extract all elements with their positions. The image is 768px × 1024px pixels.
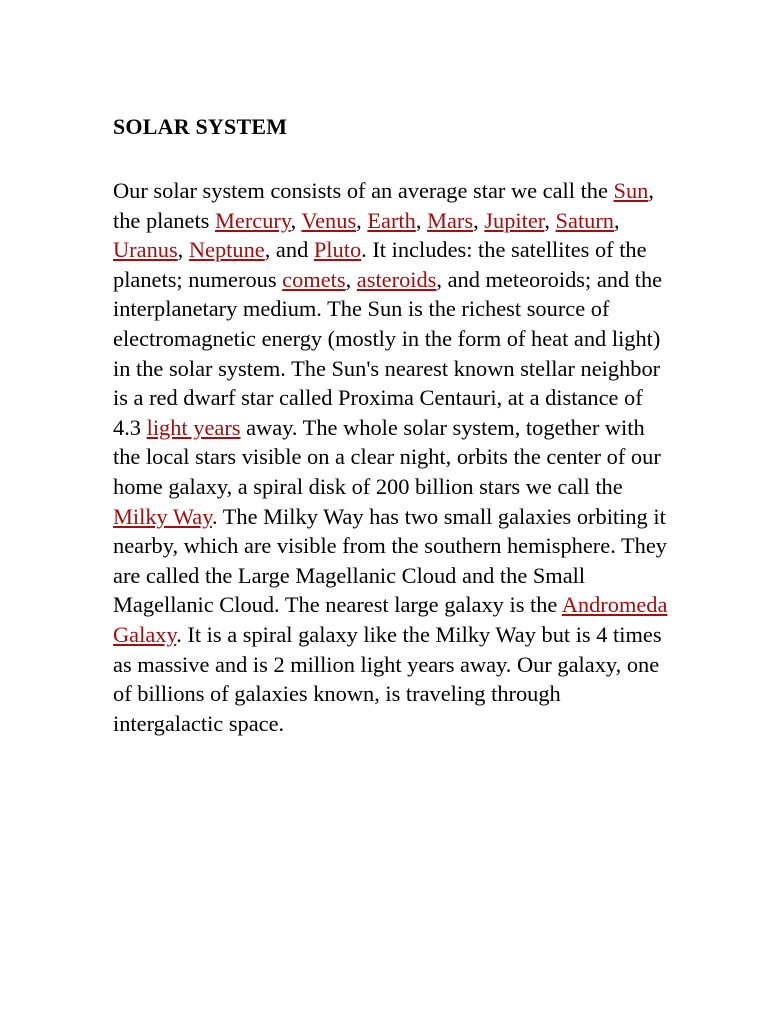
link-sun[interactable]: Sun [613, 178, 649, 203]
document-page [113, 112, 673, 738]
link-uranus[interactable]: Uranus [113, 237, 178, 263]
text-run: , and [264, 237, 314, 263]
text-run: . The Milky Way has two small galaxies orbiting it nearby, which are visible from the southern hemisphere. They are called the Large Magellanic Cloud and the Small Magellanic Cloud. The nearest large galaxy is the [113, 503, 667, 618]
link-asteroids[interactable]: asteroids [356, 266, 437, 292]
text-run: , [345, 266, 357, 292]
text-run: , and meteoroids; and the interplanetary medium. The Sun is the richest source of electromagnetic energy (mostly in the form of heat and light) in the solar system. The Sun's nearest known stellar neighbor is a red dwarf star called Proxima Centauri, at a distance of 4.3 [113, 266, 663, 440]
text-run: , the planets [113, 178, 654, 233]
document-title: SOLAR SYSTEM [113, 114, 288, 139]
text-run: . It includes: the satellites of the planets; numerous [113, 237, 647, 292]
text-run: , [290, 207, 302, 233]
link-venus[interactable]: Venus [301, 207, 357, 233]
link-comets[interactable]: comets [282, 266, 346, 292]
document-paragraph [113, 176, 673, 738]
link-jupiter[interactable]: Jupiter [484, 207, 545, 233]
link-andromeda-galaxy[interactable]: Andromeda Galaxy [113, 592, 668, 647]
link-mercury[interactable]: Mercury [214, 207, 291, 233]
text-run: , [614, 207, 620, 233]
text-run: Our solar system consists of an average star we call the [113, 178, 614, 203]
link-neptune[interactable]: Neptune [188, 237, 265, 263]
text-run: , [177, 237, 189, 263]
link-pluto[interactable]: Pluto [313, 237, 362, 263]
text-run: . It is a spiral galaxy like the Milky Way but is 4 times as massive and is 2 million light years away. Our galaxy, one of billions of galaxies known, is traveling through intergalactic space. [113, 621, 662, 736]
link-saturn[interactable]: Saturn [555, 207, 615, 233]
text-run: , [473, 207, 485, 233]
text-run: , [356, 207, 368, 233]
link-mars[interactable]: Mars [427, 207, 474, 233]
text-run: away. The whole solar system, together with the local stars visible on a clear night, orbits the center of our home galaxy, a spiral disk of 200 billion stars we call the [113, 414, 661, 499]
link-milky-way[interactable]: Milky Way [113, 503, 212, 529]
text-run: , [415, 207, 428, 233]
link-earth[interactable]: Earth [367, 207, 416, 233]
text-run: , [544, 207, 556, 233]
link-light-years[interactable]: light years [146, 414, 241, 440]
